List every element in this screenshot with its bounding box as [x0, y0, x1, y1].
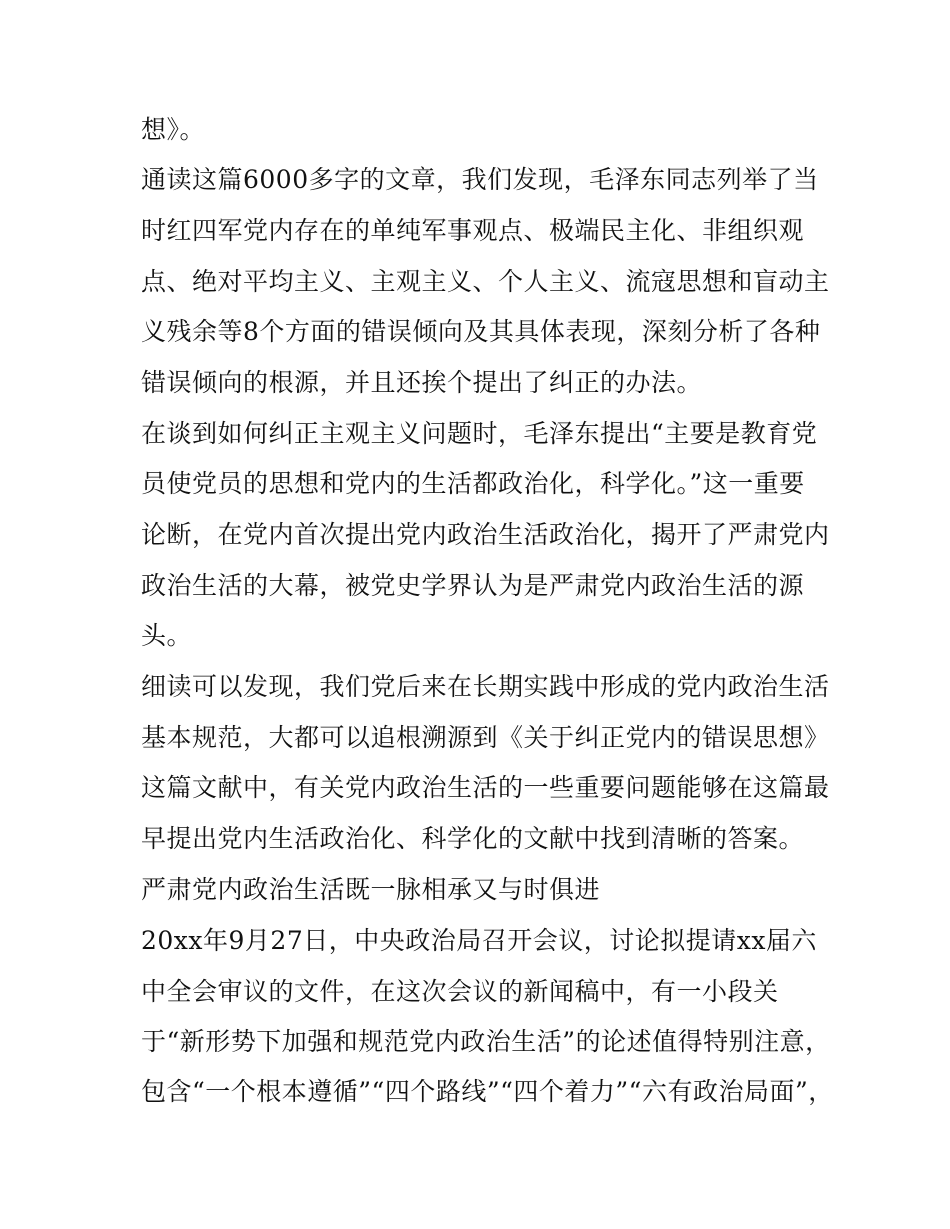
text-line: 论断，在党内首次提出党内政治生活政治化，揭开了严肃党内	[141, 520, 830, 549]
text-line: 想》。	[141, 115, 206, 144]
text-line: 错误倾向的根源，并且还挨个提出了纠正的办法。	[141, 368, 703, 397]
text-line: 点、绝对平均主义、主观主义、个人主义、流寇思想和盲动主	[141, 267, 830, 296]
text-line: 员使党员的思想和党内的生活都政治化，科学化。”这一重要	[141, 469, 805, 498]
text-line: 早提出党内生活政治化、科学化的文献中找到清晰的答案。	[141, 824, 805, 853]
text-line: 政治生活的大幕，被党史学界认为是严肃党内政治生活的源	[141, 571, 805, 600]
text-line: 中全会审议的文件，在这次会议的新闻稿中，有一小段关	[141, 977, 779, 1006]
section-heading: 严肃党内政治生活既一脉相承又与时俱进	[141, 875, 601, 904]
text-line: 20xx年9月27日，中央政治局召开会议，讨论拟提请xx届六	[141, 926, 817, 955]
text-line: 义残余等8个方面的错误倾向及其具体表现，深刻分析了各种	[141, 317, 821, 346]
text-line: 头。	[141, 621, 193, 650]
text-line: 在谈到如何纠正主观主义问题时，毛泽东提出“主要是教育党	[141, 419, 818, 448]
text-line: 细读可以发现，我们党后来在长期实践中形成的党内政治生活	[141, 672, 830, 701]
text-line: 这篇文献中，有关党内政治生活的一些重要问题能够在这篇最	[141, 773, 830, 802]
text-line: 包含“一个根本遵循”“四个路线”“四个着力”“六有政治局面”，	[141, 1077, 834, 1106]
text-line: 时红四军党内存在的单纯军事观点、极端民主化、非组织观	[141, 216, 805, 245]
text-line: 通读这篇6000多字的文章，我们发现，毛泽东同志列举了当	[141, 165, 819, 194]
text-line: 基本规范，大都可以追根溯源到《关于纠正党内的错误思想》	[141, 723, 830, 752]
text-line: 于“新形势下加强和规范党内政治生活”的论述值得特别注意，	[141, 1027, 831, 1056]
